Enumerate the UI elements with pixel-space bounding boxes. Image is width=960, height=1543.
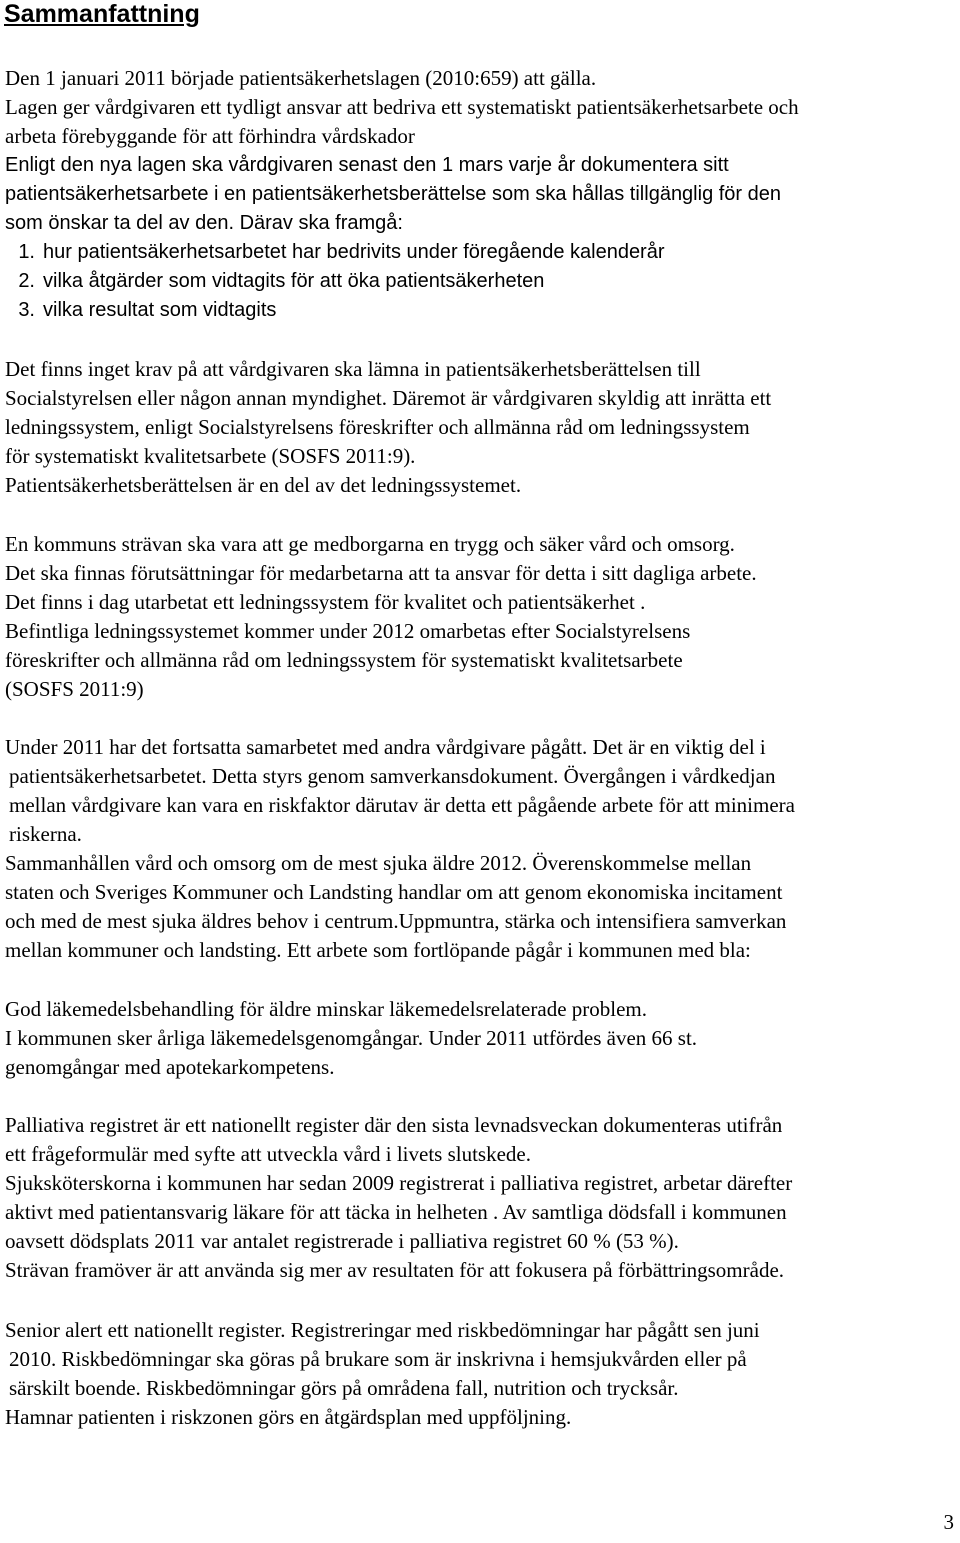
- list-text: hur patientsäkerhetsarbetet har bedrivits under föregående kalenderår: [43, 241, 665, 263]
- paragraph-7-line-4: Hamnar patienten i riskzonen görs en åtgärdsplan med uppföljning.: [5, 1405, 572, 1429]
- paragraph-4-line-1: Under 2011 har det fortsatta samarbetet med andra vårdgivare pågått. Det är en viktig del i: [5, 735, 766, 759]
- paragraph-3-line-2: Det ska finnas förutsättningar för medarbetarna att ta ansvar för detta i sitt dagliga arbete.: [5, 561, 757, 585]
- paragraph-6-line-2: ett frågeformulär med syfte att utveckla vård i livets slutskede.: [5, 1142, 531, 1166]
- paragraph-4-line-4: riskerna.: [9, 822, 82, 846]
- intro-line-6: som önskar ta del av den. Därav ska framgå:: [5, 212, 403, 234]
- paragraph-4-line-6: staten och Sveriges Kommuner och Landsting handlar om att genom ekonomiska incitament: [5, 880, 783, 904]
- intro-line-3: arbeta förebyggande för att förhindra vårdskador: [5, 124, 415, 148]
- paragraph-5-line-1: God läkemedelsbehandling för äldre minskar läkemedelsrelaterade problem.: [5, 997, 647, 1021]
- paragraph-7-line-1: Senior alert ett nationellt register. Registreringar med riskbedömningar har pågått sen juni: [5, 1318, 760, 1342]
- page-number: 3: [943, 1510, 954, 1534]
- intro-line-1: Den 1 januari 2011 började patientsäkerhetslagen (2010:659) att gälla.: [5, 66, 597, 90]
- paragraph-2-line-4: för systematiskt kvalitetsarbete (SOSFS 2011:9).: [5, 444, 416, 468]
- list-text: vilka resultat som vidtagits: [43, 299, 277, 321]
- paragraph-6-line-6: Strävan framöver är att använda sig mer av resultaten för att fokusera på förbättringsområde.: [5, 1258, 785, 1282]
- paragraph-2-line-2: Socialstyrelsen eller någon annan myndighet. Däremot är vårdgivaren skyldig att inrätta ett: [5, 386, 772, 410]
- paragraph-4-line-3: mellan vårdgivare kan vara en riskfaktor därutav är detta ett pågående arbete för att minimera: [9, 793, 795, 817]
- paragraph-7-line-2: 2010. Riskbedömningar ska göras på brukare som är inskrivna i hemsjukvården eller på: [9, 1347, 747, 1371]
- paragraph-4-line-8: mellan kommuner och landsting. Ett arbete som fortlöpande pågår i kommunen med bla:: [5, 938, 751, 962]
- list-number: 3.: [18, 299, 35, 321]
- list-item: [5, 296, 276, 325]
- list-item: [5, 267, 544, 296]
- paragraph-2-line-3: ledningssystem, enligt Socialstyrelsens föreskrifter och allmänna råd om ledningssystem: [5, 415, 750, 439]
- paragraph-5-line-2: I kommunen sker årliga läkemedelsgenomgångar. Under 2011 utfördes även 66 st.: [5, 1026, 698, 1050]
- paragraph-4-line-7: och med de mest sjuka äldres behov i centrum.Uppmuntra, stärka och intensifiera samverkan: [5, 909, 787, 933]
- paragraph-6-line-4: aktivt med patientansvarig läkare för att täcka in helheten . Av samtliga dödsfall i kommunen: [5, 1200, 787, 1224]
- paragraph-6-line-1: Palliativa registret är ett nationellt register där den sista levnadsveckan dokumenteras utifrån: [5, 1113, 783, 1137]
- intro-line-2: Lagen ger vårdgivaren ett tydligt ansvar att bedriva ett systematiskt patientsäkerhetsarbete och: [5, 95, 799, 119]
- paragraph-4-line-5: Sammanhållen vård och omsorg om de mest sjuka äldre 2012. Överenskommelse mellan: [5, 851, 752, 875]
- intro-line-4: Enligt den nya lagen ska vårdgivaren senast den 1 mars varje år dokumentera sitt: [5, 154, 729, 176]
- paragraph-7-line-3: särskilt boende. Riskbedömningar görs på områdena fall, nutrition och trycksår.: [9, 1376, 679, 1400]
- paragraph-3-line-1: En kommuns strävan ska vara att ge medborgarna en trygg och säker vård och omsorg.: [5, 532, 735, 556]
- paragraph-6-line-3: Sjuksköterskorna i kommunen har sedan 2009 registrerat i palliativa registret, arbetar därefter: [5, 1171, 793, 1195]
- list-item: [5, 238, 665, 267]
- list-number: 1.: [18, 241, 35, 263]
- paragraph-2-line-1: Det finns inget krav på att vårdgivaren ska lämna in patientsäkerhetsberättelsen till: [5, 357, 701, 381]
- paragraph-2-line-5: Patientsäkerhetsberättelsen är en del av det ledningssystemet.: [5, 473, 522, 497]
- paragraph-3-line-6: (SOSFS 2011:9): [5, 677, 144, 701]
- paragraph-5-line-3: genomgångar med apotekarkompetens.: [5, 1055, 335, 1079]
- list-number: 2.: [18, 270, 35, 292]
- paragraph-4-line-2: patientsäkerhetsarbetet. Detta styrs genom samverkansdokument. Övergången i vårdkedjan: [9, 764, 776, 788]
- paragraph-3-line-3: Det finns i dag utarbetat ett ledningssystem för kvalitet och patientsäkerhet .: [5, 590, 646, 614]
- page-title: Sammanfattning: [4, 0, 200, 28]
- paragraph-3-line-5: föreskrifter och allmänna råd om ledningssystem för systematiskt kvalitetsarbete: [5, 648, 683, 672]
- paragraph-6-line-5: oavsett dödsplats 2011 var antalet registrerade i palliativa registret 60 % (53 %).: [5, 1229, 679, 1253]
- list-text: vilka åtgärder som vidtagits för att öka patientsäkerheten: [43, 270, 545, 292]
- intro-line-5: patientsäkerhetsarbete i en patientsäkerhetsberättelse som ska hållas tillgänglig för den: [5, 183, 782, 205]
- paragraph-3-line-4: Befintliga ledningssystemet kommer under 2012 omarbetas efter Socialstyrelsens: [5, 619, 691, 643]
